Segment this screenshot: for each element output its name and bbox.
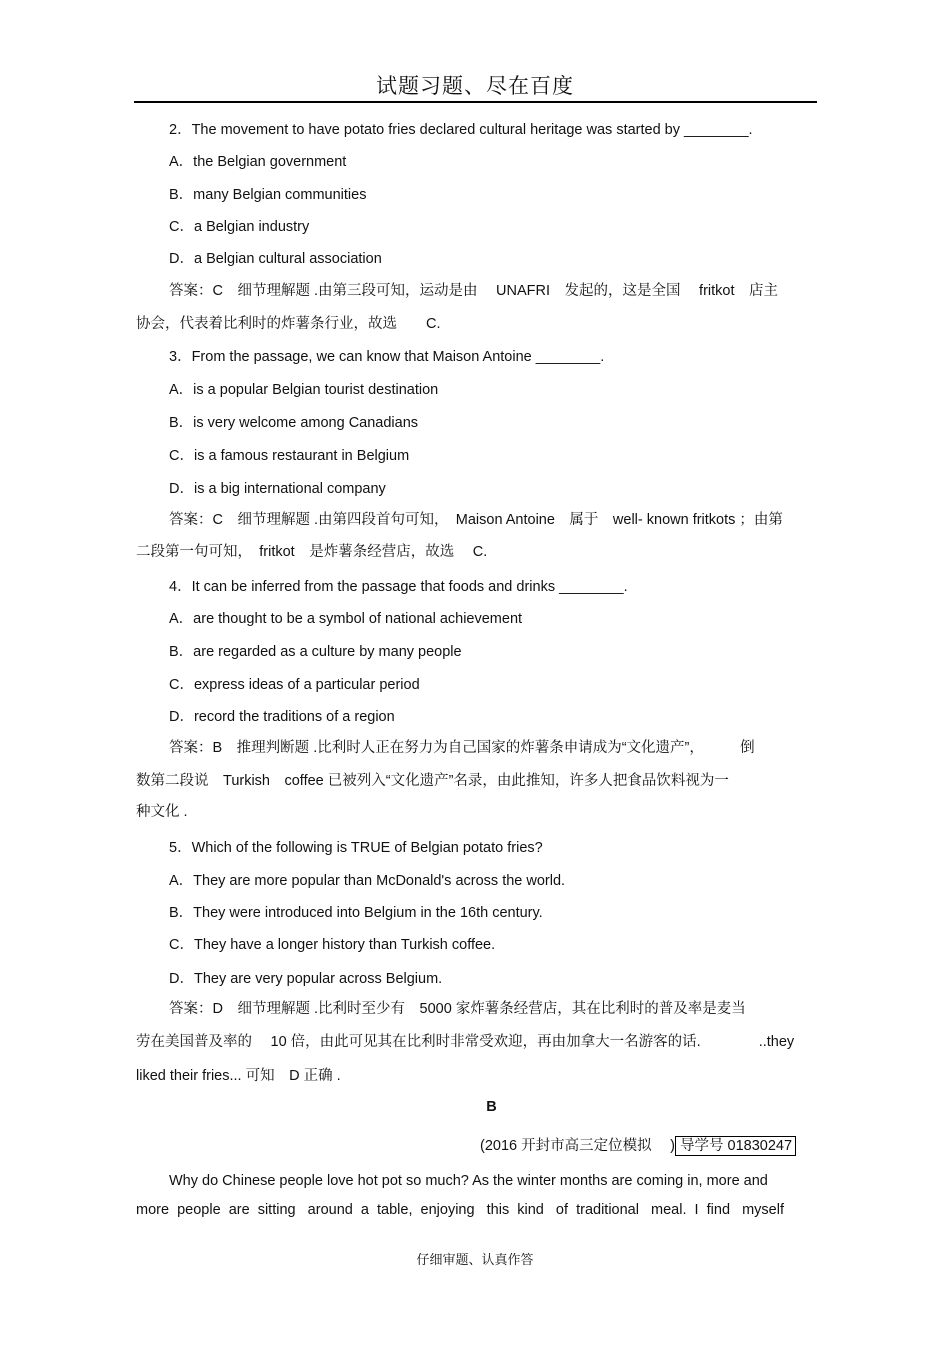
question-4-answer-line-1: 答案：B 推理判断题 .比利时人正在努力为自己国家的炸薯条申请成为“文化遗产”， 倒	[169, 740, 755, 756]
question-3-answer-line-2: 二段第一句可知， fritkot 是炸薯条经营店，故选 C.	[136, 544, 488, 560]
question-5-stem: 5．Which of the following is TRUE of Belgian potato fries?	[169, 840, 543, 856]
question-2-option-c: C．a Belgian industry	[169, 219, 310, 235]
question-2-option-b: B．many Belgian communities	[169, 187, 367, 203]
question-3-answer-line-1: 答案：C 细节理解题 .由第四段首句可知， Maison Antoine 属于 well- known fritkots ；由第	[169, 512, 783, 528]
question-2-option-d: D．a Belgian cultural association	[169, 251, 382, 267]
header-divider	[134, 101, 817, 103]
source-citation: (2016 开封市高三定位模拟 )	[480, 1138, 675, 1154]
section-b-heading: B	[486, 1099, 497, 1115]
question-3-stem: 3．From the passage, we can know that Maison Antoine ________.	[169, 349, 605, 365]
question-2-answer-line-2: 协会，代表着比利时的炸薯条行业，故选 C.	[136, 316, 441, 332]
question-5-option-b: B．They were introduced into Belgium in the 16th century.	[169, 905, 543, 921]
question-4-option-c: C．express ideas of a particular period	[169, 677, 420, 693]
question-4-option-a: A．are thought to be a symbol of national achievement	[169, 611, 523, 627]
question-3-option-a: A．is a popular Belgian tourist destination	[169, 382, 439, 398]
question-5-option-a: A．They are more popular than McDonald's across the world.	[169, 873, 566, 889]
question-5-option-d: D．They are very popular across Belgium.	[169, 971, 443, 987]
guide-number-box: 导学号 01830247	[675, 1136, 796, 1156]
question-2-stem: 2．The movement to have potato fries declared cultural heritage was started by ________.	[169, 122, 753, 138]
question-5-option-c: C．They have a longer history than Turkish coffee.	[169, 937, 496, 953]
question-3-option-d: D．is a big international company	[169, 481, 386, 497]
passage-line-1: Why do Chinese people love hot pot so much? As the winter months are coming in, more and	[169, 1173, 768, 1189]
question-3-option-b: B．is very welcome among Canadians	[169, 415, 419, 431]
passage-source	[480, 1134, 796, 1156]
question-3-option-c: C．is a famous restaurant in Belgium	[169, 448, 410, 464]
question-2-option-a: A．the Belgian government	[169, 154, 347, 170]
question-5-answer-line-2: 劳在美国普及率的 10 倍，由此可见其在比利时非常受欢迎，再由加拿大一名游客的话. ..they	[136, 1034, 795, 1050]
question-4-option-b: B．are regarded as a culture by many people	[169, 644, 462, 660]
page-footer: 仔细审题、认真作答	[416, 1253, 534, 1268]
question-4-stem: 4．It can be inferred from the passage that foods and drinks ________.	[169, 579, 628, 595]
question-4-option-d: D．record the traditions of a region	[169, 709, 395, 725]
question-5-answer-line-1: 答案：D 细节理解题 .比利时至少有 5000 家炸薯条经营店，其在比利时的普及率是麦当	[169, 1001, 746, 1017]
page-header-title: 试题习题、尽在百度	[376, 74, 574, 98]
question-2-answer-line-1: 答案：C 细节理解题 .由第三段可知，运动是由 UNAFRI 发起的，这是全国 fritkot 店主	[169, 283, 779, 299]
question-4-answer-line-3: 种文化 .	[136, 804, 188, 820]
passage-line-2: more people are sitting around a table, enjoying this kind of traditional meal. I find myself	[136, 1202, 784, 1218]
question-4-answer-line-2: 数第二段说 Turkish coffee 已被列入“文化遗产”名录，由此推知，许多人把食品饮料视为一	[136, 773, 729, 789]
question-5-answer-line-3: liked their fries... 可知 D 正确 .	[136, 1068, 341, 1084]
